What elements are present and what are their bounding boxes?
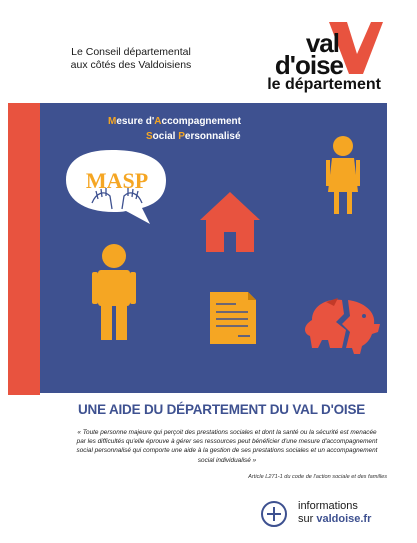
title-rest-2: ccompagnement xyxy=(161,116,241,127)
title-initial-a: A xyxy=(154,116,162,127)
legal-quote: « Toute personne majeure qui perçoit des prestations sociales et dont la santé ou la sécurité est menacée par les difficultés qu'elle éprouve à gérer ses ressources peut bénéficier d'une mesure d'accompagnement social personnalisé qui comporte une aide à la gestion de ses prestations sociales et un accompagnement social individualisé » xyxy=(76,429,378,464)
title-rest-4: ersonnalisé xyxy=(184,131,241,142)
valdoise-link[interactable]: valdoise.fr xyxy=(316,513,372,525)
info-prefix: sur xyxy=(298,513,317,525)
house-icon xyxy=(200,192,260,252)
title-initial-m: M xyxy=(108,116,117,127)
title-initial-p: P xyxy=(178,131,185,142)
title-rest-1: esure d' xyxy=(116,116,155,127)
title-initial-s: S xyxy=(146,131,153,142)
masp-bubble-label: MASP xyxy=(85,168,149,193)
logo-departement: le département xyxy=(267,76,381,93)
masp-bubble-icon xyxy=(66,150,166,224)
logo-val: val xyxy=(305,28,339,58)
broken-piggy-bank-icon xyxy=(305,298,380,354)
man-icon xyxy=(92,244,136,340)
tagline-line1: Le Conseil départemental xyxy=(71,46,191,58)
info-line1: informations xyxy=(298,500,358,512)
title-rest-3: ocial xyxy=(152,131,179,142)
woman-icon xyxy=(326,136,360,214)
quote-source: Article L271-1 du code de l'action sociale et des familles xyxy=(248,474,387,480)
tagline-line2: aux côtés des Valdoisiens xyxy=(70,59,192,71)
document-icon xyxy=(210,292,256,344)
info-link-block[interactable] xyxy=(298,500,371,526)
logo-doise: d'oise xyxy=(274,50,343,80)
main-headline: UNE AIDE DU DÉPARTEMENT DU VAL D'OISE xyxy=(78,402,366,417)
plus-circle-icon[interactable] xyxy=(261,501,287,527)
